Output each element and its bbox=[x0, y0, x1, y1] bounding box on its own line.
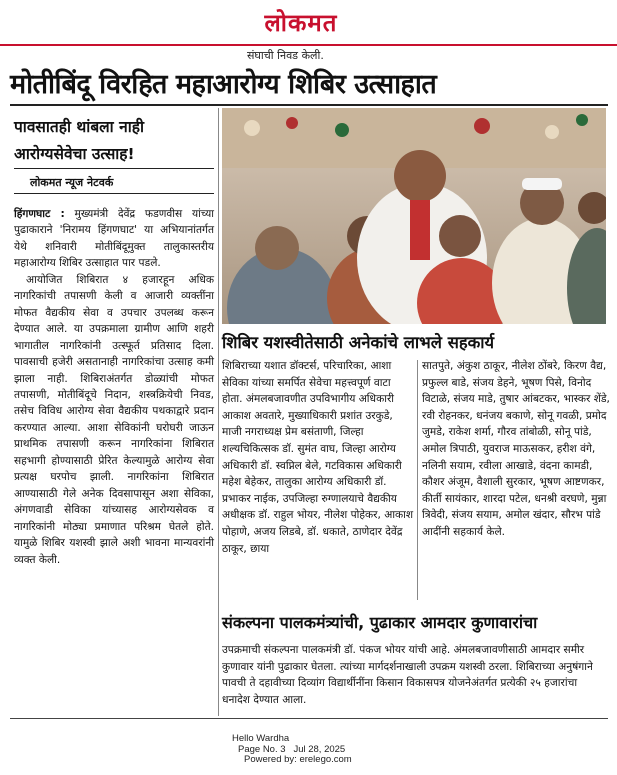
footer-page-date: Page No. 3 Jul 28, 2025 bbox=[238, 743, 346, 755]
footer-powered-link[interactable]: Powered by: erelego.com bbox=[244, 754, 352, 765]
lokmat-logo: लोकमत bbox=[264, 9, 338, 37]
story-paragraph: आयोजित शिबिरात ४ हजारहून अधिक नागरिकांची तपासणी केली व आजारी व्यक्तींना मोफत वैद्यकीय सेवा व उपचार उपलब्ध करून देण्यात आले. या उपक्रमाला ग्रामीण आणि शहरी भागातील नागरिकांनी उत्स्फूर्त प्रतिसाद दिला. पावसाची हजेरी असतानाही नागरिकांचा उत्साह कमी झाला नाही. शिबिराअंतर्गत डोळ्यांची मोफत तपासणी, मोतीबिंदूचे निदान, शस्त्रक्रियेची निवड, तसेच विविध आरोग्य सेवा वैद्यकीय पथकाद्वारे प्रदान करण्यात आल्या. आशा सेविकांनी घरोघरी जाऊन प्राथमिक तपासणी करून नागरिकांना शिबिरात सहभागी होण्यासाठी प्रेरित केल्यामुळे आरोग्य सेवा प्रत्यक्ष घरपोच झाली. नागरिकांना शिबिरात आण्यासाठी गेले अनेक दिवसापासून अशा सेविका, अंगणवाडी सेविका यांच्यासह आरोग्यसेवक व नागरिकांनी मोठ्या प्रमाणात परिश्रम घेतले होते. यामुळे शिबिर यशस्वी झाले अशी भावना मान्यवरांनी व्यक्त केली. bbox=[14, 273, 214, 566]
byline: लोकमत न्यूज नेटवर्क bbox=[30, 176, 114, 189]
byline-rule-bottom bbox=[14, 193, 214, 194]
cooperation-text-col-2: सातपुते, अंकुश ठाकूर, नीलेश ठोंबरे, किरण वैद्य, प्रफुल्ल बाडे, संजय डेहने, भूषण पिसे, विनोद विटाळे, संजय माडे, तुषार आंबटकर, भास्कर शेंडे, रवी रोहनकर, धनंजय बकाणे, सोनू गवळी, प्रमोद जुमडे, राकेश शर्मा, गौरव तांबोळी, सोनू पांडे, अमोल त्रिपाठी, युवराज माऊसकर, हरीश वंगे, नलिनी सयाम, रवीला आखाडे, वंदना कामडी, कौशर अंजूम, वैशाली सुरकार, भूषण आष्टणकर, कीर्ती सायंकार, शारदा पटेल, धनश्री वरघणे, मुन्ना त्रिवेदी, संजय सयाम, अमोल खंदार, सौरभ पांडे आदींनी सहकार्य केले. bbox=[422, 360, 610, 538]
page-footer bbox=[232, 734, 352, 766]
event-photo bbox=[222, 108, 606, 324]
continued-text: संघाची निवड केली. bbox=[247, 49, 324, 62]
bottom-rule bbox=[10, 718, 608, 719]
subheadline bbox=[14, 114, 204, 168]
story-paragraph: हिंगणघाट : मुख्यमंत्री देवेंद्र फडणवीस यांच्या पुढाकाराने 'निरामय हिंगणघाट' या अभियानांतर्गत येथे शनिवारी मोतीबिंदूमुक्त तालुकास्तरीय महाआरोग्य शिबिर उत्साहात पार पडले. bbox=[14, 208, 215, 270]
byline-rule-top bbox=[14, 168, 214, 169]
camera-photo-icon bbox=[222, 108, 606, 324]
page-title: मोतीबिंदू विरहित महाआरोग्य शिबिर उत्साहात bbox=[10, 69, 437, 100]
cooperation-text-col-1: शिबिराच्या यशात डॉक्टर्स, परिचारिका, आशा सेविका यांच्या समर्पित सेवेचा महत्त्वपूर्ण वाटा होता. अंमलबजावणीत उपविभागीय अधिकारी आकाश अवतारे, मुख्याधिकारी प्रशांत उरकुडे, माजी नगराध्यक्ष प्रेम बसंताणी, जिल्हा शल्यचिकित्सक डॉ. सुमंत वाघ, जिल्हा आरोग्य अधिकारी डॉ. स्वप्निल बेले, गटविकास अधिकारी महेश बेहेकर, तालुका आरोग्य अधिकारी डॉ. प्रभाकर नाईक, उपजिल्हा रुग्णालयाचे वैद्यकीय अधीक्षक डॉ. राहुल भोयर, नीलेश पोहेकर, आकाश पोहाणे, अजय लिडबे, डॉ. धकाते, ठाणेदार देवेंद्र ठाकूर, छाया bbox=[222, 360, 414, 555]
dateline: हिंगणघाट : bbox=[14, 208, 65, 220]
main-story bbox=[14, 206, 214, 568]
column-divider bbox=[218, 108, 219, 716]
subheadline-line-1: पावसातही थांबला नाही bbox=[14, 118, 144, 136]
section-title-concept: संकल्पना पालकमंत्र्यांची, पुढाकार आमदार कुणावारांचा bbox=[222, 613, 538, 632]
headline-rule bbox=[10, 104, 608, 106]
masthead bbox=[0, 0, 617, 46]
subheadline-line-2: आरोग्यसेवेचा उत्साह! bbox=[14, 145, 135, 163]
footer-edition: Hello Wardha bbox=[232, 733, 290, 744]
section-title-cooperation: शिबिर यशस्वीतेसाठी अनेकांचे लाभले सहकार्य bbox=[222, 333, 495, 352]
inner-column-divider bbox=[417, 360, 418, 600]
concept-text: उपक्रमाची संकल्पना पालकमंत्री डॉ. पंकज भोयर यांची आहे. अंमलबजावणीसाठी आमदार समीर कुणावार यांनी पुढाकार घेतला. त्यांच्या मार्गदर्शनाखाली उपक्रम यशस्वी ठरला. शिबिराच्या अनुषंगाने पावची ते दहावीच्या दिव्यांग विद्यार्थीनींना किसान विकासपत्र योजनेअंतर्गत प्रत्येकी २५ हजारांचा धनादेश देण्यात आला. bbox=[222, 644, 593, 706]
